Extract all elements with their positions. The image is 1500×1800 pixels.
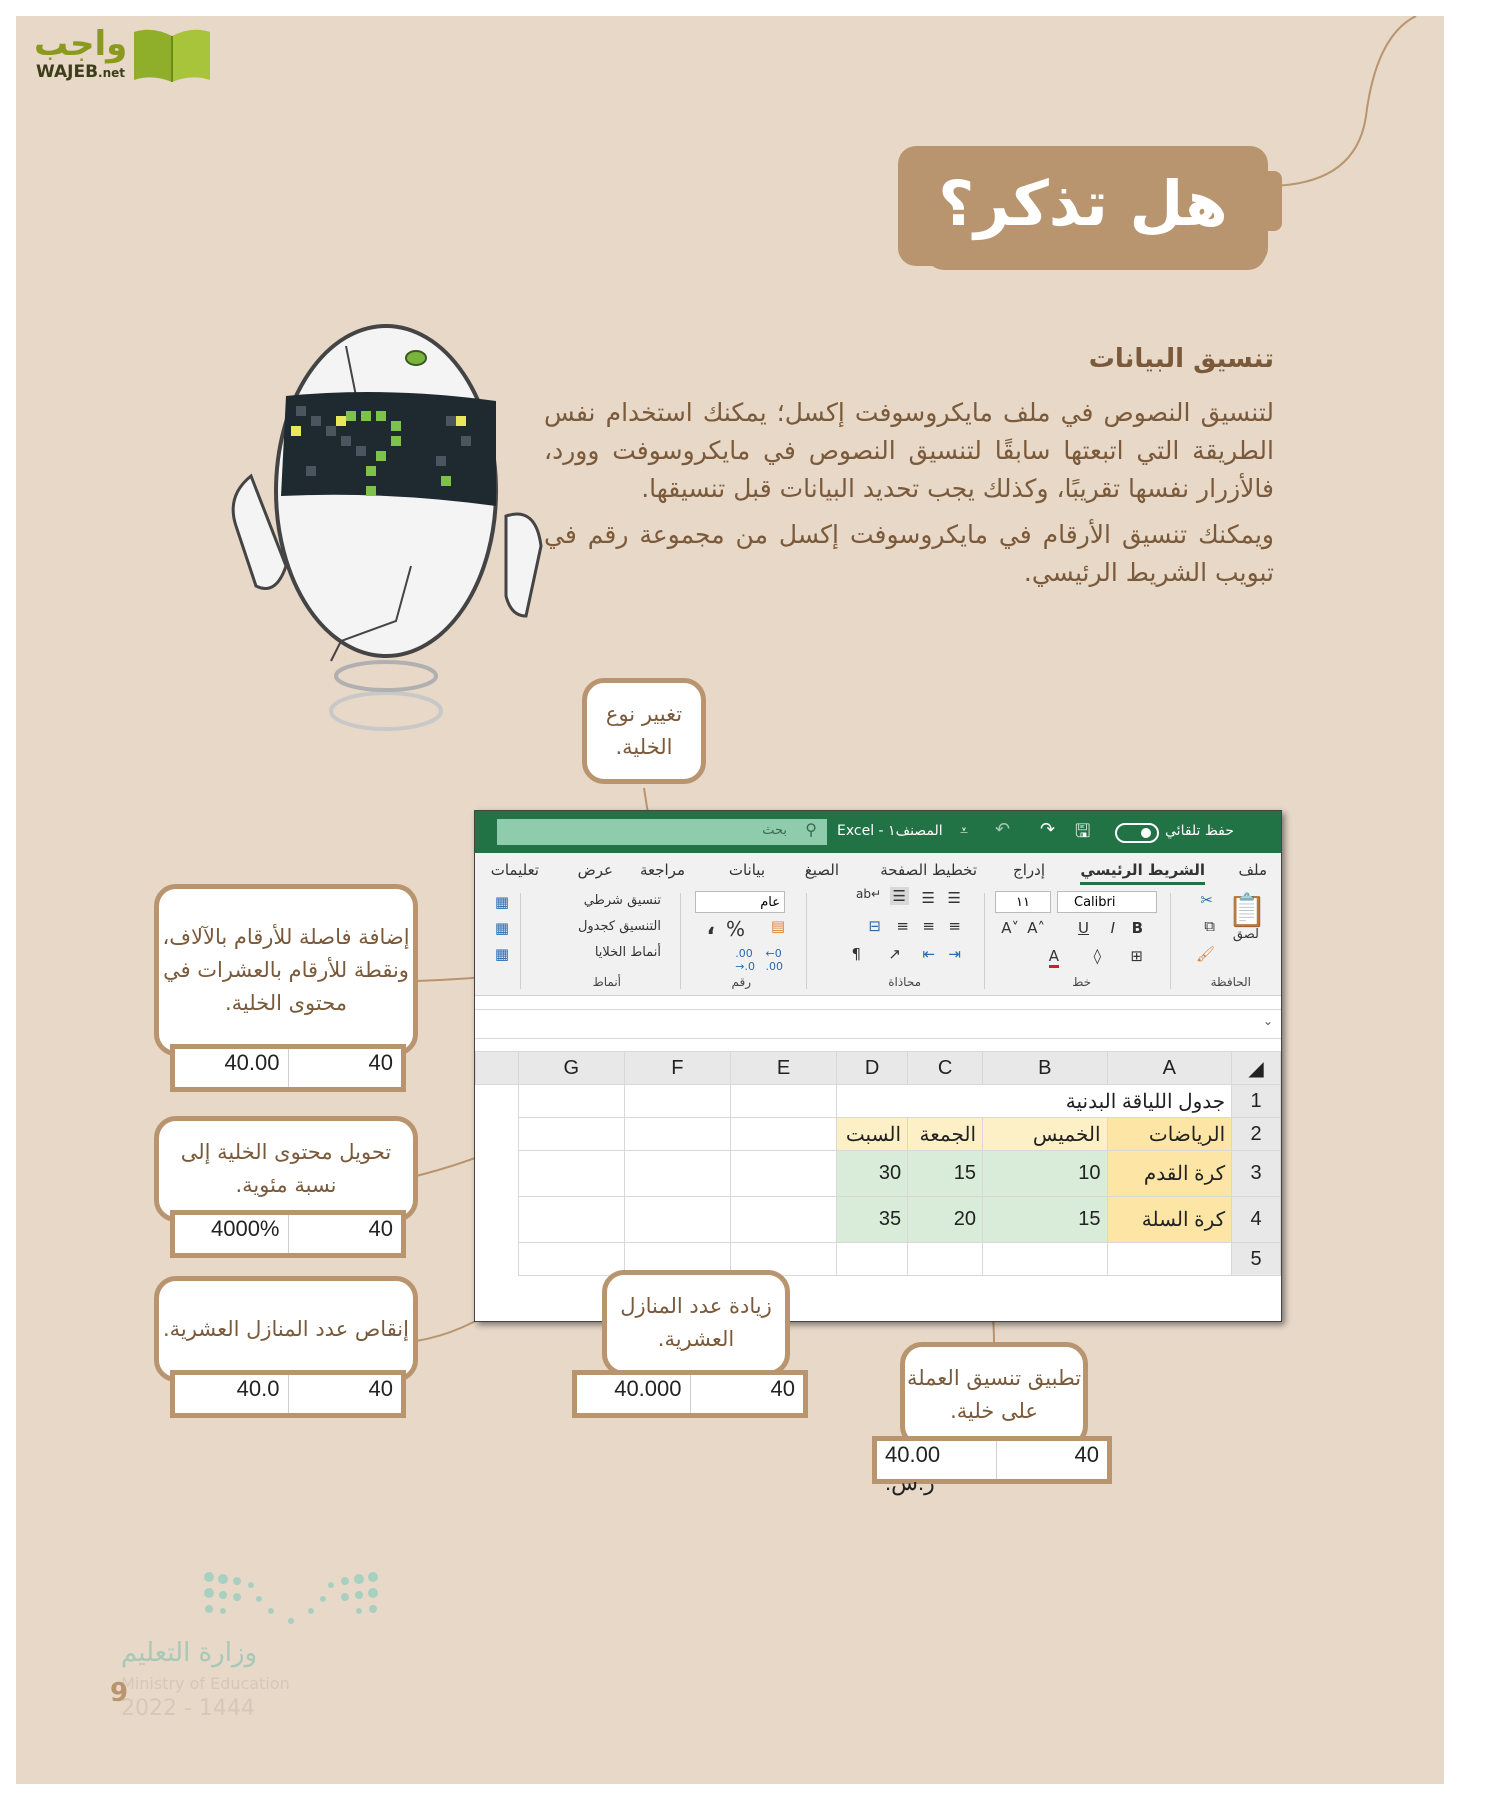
worksheet-grid: [475, 1051, 1281, 1321]
window-title: المصنف١ - Excel: [837, 823, 943, 839]
cell-b2[interactable]: الخميس: [983, 1118, 1108, 1151]
align-middle-icon[interactable]: ☰: [921, 889, 935, 907]
excel-window: [474, 810, 1282, 1322]
paste-icon[interactable]: 📋: [1227, 891, 1267, 929]
align-right-icon[interactable]: ≡: [948, 917, 961, 935]
cell-c3[interactable]: 15: [908, 1151, 983, 1197]
example-before: 40: [288, 1375, 402, 1413]
logo-latin: WAJEB.net: [36, 62, 126, 82]
callout-change-cell-type: تغيير نوع الخلية.: [582, 678, 706, 784]
text-direction-icon[interactable]: ¶: [851, 945, 861, 963]
cell-a3[interactable]: كرة القدم: [1107, 1151, 1232, 1197]
page-title: هل تذكر؟: [938, 167, 1228, 240]
table-row: [476, 1197, 1281, 1243]
fill-color-icon[interactable]: ◊: [1093, 947, 1101, 965]
example-before: 40: [288, 1215, 402, 1253]
merge-center-icon[interactable]: ⊟: [868, 917, 881, 935]
example-after: 40.0: [175, 1375, 288, 1413]
borders-icon[interactable]: ⊞: [1130, 947, 1143, 965]
example-decrease-decimal: [170, 1370, 406, 1418]
logo-arabic: واجب: [34, 24, 128, 64]
ministry-name-arabic: وزارة التعليم: [121, 1638, 258, 1668]
ministry-logo-icon: [201, 1571, 381, 1631]
save-icon[interactable]: 🖫: [1075, 821, 1091, 842]
group-alignment-label: محاذاة: [888, 975, 921, 989]
callout-decrease-decimal: إنقاص عدد المنازل العشرية.: [154, 1276, 418, 1382]
search-placeholder: بحث: [762, 823, 787, 838]
italic-button[interactable]: I: [1110, 919, 1115, 937]
cell-a4[interactable]: كرة السلة: [1107, 1197, 1232, 1243]
column-header-a[interactable]: A: [1107, 1052, 1232, 1085]
increase-font-icon[interactable]: A˄: [1027, 919, 1045, 937]
example-before: 40: [690, 1375, 804, 1413]
align-center-icon[interactable]: ≡: [922, 917, 935, 935]
customize-qat-icon[interactable]: ⩡: [960, 823, 968, 839]
column-header-b[interactable]: B: [983, 1052, 1108, 1085]
tab-review[interactable]: مراجعة: [639, 861, 685, 879]
sheet-table: [475, 1051, 1281, 1276]
callout-increase-decimal: زيادة عدد المنازل العشرية.: [602, 1270, 790, 1376]
example-percent-style: [170, 1210, 406, 1258]
example-comma-style: [170, 1044, 406, 1092]
table-row: [476, 1085, 1281, 1118]
format-painter-icon[interactable]: 🖌: [1195, 945, 1215, 963]
font-name-select[interactable]: Calibri: [1057, 891, 1157, 913]
search-box[interactable]: [497, 819, 827, 845]
table-row: [476, 1151, 1281, 1197]
cell-d3[interactable]: 30: [837, 1151, 908, 1197]
example-after: 40.00 ر.س.: [877, 1441, 996, 1479]
ministry-name-english: Ministry of Education: [121, 1674, 290, 1693]
search-icon: ⚲: [805, 820, 817, 839]
decrease-indent-icon[interactable]: ⇤: [922, 945, 935, 963]
page-number: 9: [110, 1678, 129, 1708]
increase-indent-icon[interactable]: ⇥: [948, 945, 961, 963]
cell-a1[interactable]: جدول اللياقة البدنية: [837, 1085, 1232, 1118]
page: [16, 16, 1444, 1784]
column-header-d[interactable]: D: [837, 1052, 908, 1085]
column-header-g[interactable]: G: [518, 1052, 624, 1085]
decrease-font-icon[interactable]: A˅: [1001, 919, 1019, 937]
increase-decimal-button[interactable]: ←0 .00: [765, 947, 783, 973]
cell-b4[interactable]: 15: [983, 1197, 1108, 1243]
callout-currency-format: تطبيق تنسيق العملة على خلية.: [900, 1342, 1088, 1448]
ribbon-tabs: [475, 853, 1281, 885]
conditional-formatting-button[interactable]: تنسيق شرطي: [583, 893, 661, 908]
comma-style-button[interactable]: ،: [706, 915, 715, 940]
callout-percent-style: تحويل محتوى الخلية إلى نسبة مئوية.: [154, 1116, 418, 1222]
align-left-icon[interactable]: ≡: [896, 917, 909, 935]
autosave-toggle[interactable]: [1115, 823, 1159, 843]
group-font-label: خط: [1072, 975, 1091, 989]
example-currency-format: [872, 1436, 1112, 1495]
example-after: 4000%: [175, 1215, 288, 1253]
callout-comma-style: إضافة فاصلة للأرقام بالآلاف، ونقطة للأرقام بالعشرات في محتوى الخلية.: [154, 884, 418, 1056]
select-all-corner[interactable]: ◢: [1232, 1052, 1281, 1085]
example-after: 40.000: [577, 1375, 690, 1413]
tab-home[interactable]: الشريط الرئيسي: [1080, 861, 1205, 885]
copy-icon[interactable]: ⧉: [1204, 917, 1215, 935]
orientation-icon[interactable]: ↗: [888, 945, 901, 963]
delete-cells-icon[interactable]: ▦: [494, 919, 509, 937]
autosave-label: حفظ تلقائي: [1165, 823, 1234, 839]
column-header-f[interactable]: F: [624, 1052, 730, 1085]
row-header-1[interactable]: 1: [1232, 1085, 1281, 1118]
column-header-c[interactable]: C: [908, 1052, 983, 1085]
column-header-e[interactable]: E: [730, 1052, 836, 1085]
example-before: 40: [288, 1049, 402, 1087]
wrap-text-icon[interactable]: ab↵: [855, 887, 881, 901]
tab-data[interactable]: بيانات: [728, 861, 765, 879]
paragraph-2: ويمكنك تنسيق الأرقام في مايكروسوفت إكسل من مجموعة رقم في تبويب الشريط الرئيسي.: [544, 520, 1274, 587]
row-header-3[interactable]: 3: [1232, 1151, 1281, 1197]
row-header-5[interactable]: 5: [1232, 1243, 1281, 1276]
cell-b3[interactable]: 10: [983, 1151, 1108, 1197]
tab-help[interactable]: تعليمات: [490, 861, 539, 879]
insert-cells-icon[interactable]: ▦: [494, 893, 509, 911]
table-row: [476, 1118, 1281, 1151]
bold-button[interactable]: B: [1131, 919, 1143, 937]
number-format-select[interactable]: عام: [695, 891, 785, 913]
tab-formulas[interactable]: الصيغ: [804, 861, 839, 879]
cell-a2[interactable]: الرياضات: [1107, 1118, 1232, 1151]
expand-formula-icon[interactable]: ⌄: [1262, 1014, 1273, 1028]
formula-bar[interactable]: [475, 1009, 1281, 1039]
paragraph-1: لتنسيق النصوص في ملف مايكروسوفت إكسل؛ يمكنك استخدام نفس الطريقة التي اتبعتها سابقًا لتنسيق النصوص في مايكروسوفت وورد، فالأزرار نفسها تقريبًا، وكذلك يجب تحديد البيانات قبل تنسيقها.: [544, 398, 1274, 503]
format-cells-icon[interactable]: ▦: [494, 945, 509, 963]
undo-icon[interactable]: ↶: [995, 819, 1011, 840]
paste-label: لصق: [1232, 927, 1259, 942]
cell-d2[interactable]: السبت: [837, 1118, 908, 1151]
row-header-4[interactable]: 4: [1232, 1197, 1281, 1243]
tab-file[interactable]: ملف: [1238, 861, 1267, 879]
font-size-select[interactable]: ١١: [995, 891, 1051, 913]
tab-view[interactable]: عرض: [577, 861, 613, 879]
redo-icon[interactable]: ↷: [1040, 819, 1056, 840]
edition-year: 2022 - 1444: [121, 1696, 255, 1721]
decrease-decimal-button[interactable]: .00 →.0: [735, 947, 755, 973]
ribbon: [475, 885, 1281, 996]
section-heading: تنسيق البيانات: [1088, 344, 1274, 374]
cut-icon[interactable]: ✂: [1200, 891, 1213, 909]
align-top-icon[interactable]: ☰: [947, 889, 961, 907]
underline-button[interactable]: U: [1078, 919, 1089, 937]
example-after: 40.00: [175, 1049, 288, 1087]
group-clipboard-label: الحافظة: [1210, 975, 1251, 989]
group-number-label: رقم: [731, 975, 751, 989]
cell-c4[interactable]: 20: [908, 1197, 983, 1243]
font-color-icon[interactable]: A: [1049, 947, 1059, 968]
cell-styles-button[interactable]: أنماط الخلايا: [594, 945, 661, 960]
tab-insert[interactable]: إدراج: [1013, 861, 1045, 879]
percent-style-button[interactable]: %: [725, 917, 745, 941]
tab-page-layout[interactable]: تخطيط الصفحة: [880, 861, 977, 879]
cell-d4[interactable]: 35: [837, 1197, 908, 1243]
example-increase-decimal: [572, 1370, 808, 1418]
excel-titlebar: [475, 811, 1281, 853]
align-bottom-icon[interactable]: ☰: [890, 887, 909, 905]
currency-format-icon[interactable]: ▤: [770, 917, 785, 935]
row-header-2[interactable]: 2: [1232, 1118, 1281, 1151]
example-before: 40: [996, 1441, 1108, 1479]
table-row: [476, 1243, 1281, 1276]
group-styles-label: أنماط: [592, 975, 621, 989]
cell-c2[interactable]: الجمعة: [908, 1118, 983, 1151]
format-as-table-button[interactable]: التنسيق كجدول: [577, 919, 661, 934]
